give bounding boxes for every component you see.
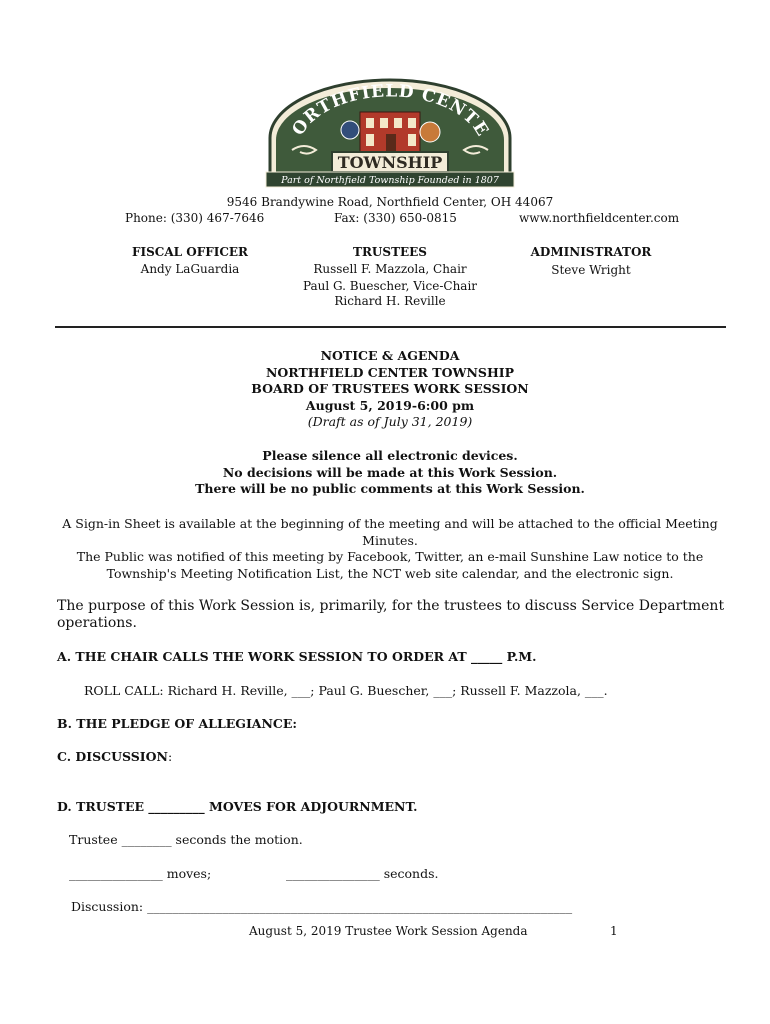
administrator-name: Steve Wright <box>551 263 631 277</box>
heading-line: NORTHFIELD CENTER TOWNSHIP <box>265 364 515 380</box>
fax-number: Fax: (330) 650-0815 <box>334 211 457 225</box>
seconds-the-motion: Trustee ________ seconds the motion. <box>69 832 303 847</box>
trustees-block <box>290 245 490 309</box>
phone-number: Phone: (330) 467-7646 <box>125 211 265 225</box>
township-seal-graphic <box>262 78 518 188</box>
moves-line: _______________ moves; <box>69 866 212 881</box>
header-divider <box>55 326 726 328</box>
agenda-heading <box>185 348 595 431</box>
svg-text:NORTHFIELD CENTER: ORTHFIELD CENTE <box>288 81 493 141</box>
trustees-title: TRUSTEES <box>353 245 427 259</box>
purpose-line: The purpose of this Work Session is, primarily, for the trustees to discuss Service Department <box>57 598 725 614</box>
discussion-line: Discussion: ____________________________________________________________________ <box>71 899 573 914</box>
svg-text:TOWNSHIP: TOWNSHIP <box>337 153 443 172</box>
public-notice-line: The Public was notified of this meeting by Facebook, Twitter, an e-mail Sunshine Law notice to the <box>76 549 704 564</box>
footer-title: August 5, 2019 Trustee Work Session Agenda <box>249 924 528 938</box>
public-notice <box>60 548 720 582</box>
notice-line: There will be no public comments at this Work Session. <box>195 481 585 496</box>
website-link[interactable]: www.northfieldcenter.com <box>519 211 680 225</box>
notices-block <box>145 448 635 498</box>
trustee-name: Paul G. Buescher, Vice-Chair <box>302 279 478 293</box>
trustee-name: Richard H. Reville <box>334 294 446 308</box>
draft-date: (Draft as of July 31, 2019) <box>307 414 473 429</box>
page-number: 1 <box>610 924 618 938</box>
administrator-title: ADMINISTRATOR <box>530 245 652 259</box>
address: 9546 Brandywine Road, Northfield Center, OH 44067 <box>226 195 554 209</box>
purpose-line: operations. <box>57 615 137 631</box>
heading-line: NOTICE & AGENDA <box>320 348 460 363</box>
seconds-line: _______________ seconds. <box>286 866 439 881</box>
section-d: D. TRUSTEE _________ MOVES FOR ADJOURNMENT. <box>57 799 418 814</box>
administrator-block <box>521 245 661 278</box>
section-a: A. THE CHAIR CALLS THE WORK SESSION TO ORDER AT _____ P.M. <box>57 649 537 664</box>
township-logo <box>262 78 518 188</box>
purpose-statement <box>57 598 737 632</box>
notice-line: Please silence all electronic devices. <box>262 448 518 463</box>
notice-line: No decisions will be made at this Work Session. <box>222 464 558 480</box>
section-c-label: C. DISCUSSION <box>57 749 168 764</box>
fiscal-officer-title: FISCAL OFFICER <box>131 245 249 259</box>
section-c-colon: : <box>167 749 173 764</box>
fiscal-officer-name: Andy LaGuardia <box>140 262 240 276</box>
fiscal-officer-block <box>120 245 260 277</box>
trustee-name: Russell F. Mazzola, Chair <box>313 262 467 276</box>
section-b: B. THE PLEDGE OF ALLEGIANCE: <box>57 716 298 731</box>
meeting-date: August 5, 2019-6:00 pm <box>305 397 475 413</box>
section-c <box>57 748 172 765</box>
roll-call: ROLL CALL: Richard H. Reville, ___; Paul G. Buescher, ___; Russell F. Mazzola, ___. <box>84 683 608 698</box>
sign-in-notice: A Sign-in Sheet is available at the beginning of the meeting and will be attached to the official Meeting Minutes. <box>62 516 718 548</box>
svg-text:Part of Northfield Township Fo: Part of Northfield Township Founded in 1807 <box>281 175 499 186</box>
public-notice-line: Township's Meeting Notification List, the NCT web site calendar, and the electronic sign. <box>106 566 674 581</box>
heading-line: BOARD OF TRUSTEES WORK SESSION <box>251 381 529 396</box>
